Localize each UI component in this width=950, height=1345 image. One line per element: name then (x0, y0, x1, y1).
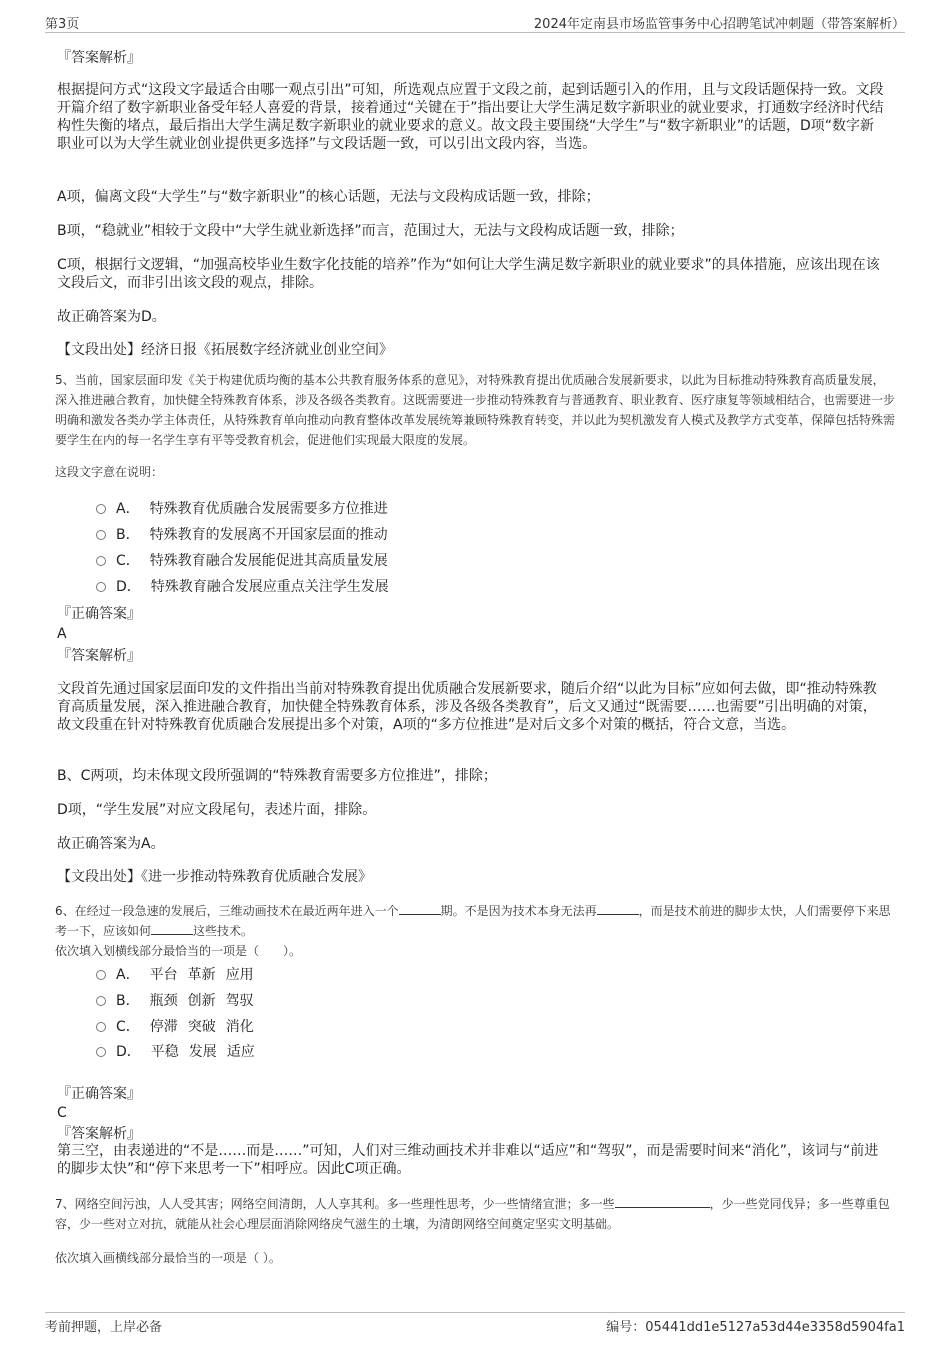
q5-source: 【文段出处】《进一步推动特殊教育优质融合发展》 (57, 869, 372, 885)
q4-source: 【文段出处】经济日报《拓展数字经济就业创业空间》 (57, 342, 393, 358)
radio-icon[interactable] (96, 970, 106, 980)
q4-analysis-p3: B项，“稳就业”相较于文段中“大学生就业新选择”而言，范围过大，无法与文段构成话题一致，排除； (57, 223, 684, 239)
q5-stem: 5、当前，国家层面印发《关于构建优质均衡的基本公共教育服务体系的意见》，对特殊教育提出优质融合发展新要求，以此为目标推动特殊教育高质量发展，深入推进融合教育，加快健全特殊教育体系，涉及各级各类教育。这既需要进一步推动特殊教育与普通教育、职业教育、医疗康复等领域相结合，也需要进一步明确和激发各类办学主体责任，从特殊教育单向推动向教育整体改革发展统筹兼顾特殊教育转变，并以此为契机激发育人模式及教学方式变革，保障包括特殊需要学生在内的每一名学生享有平等受教育机会，促进他们实现最大限度的发展。 (55, 373, 896, 447)
q5-analysis-p1: 文段首先通过国家层面印发的文件指出当前对特殊教育提出优质融合发展新要求，随后介绍“以此为目标”应如何去做，即“推动特殊教育高质量发展，深入推进融合教育，加快健全特殊教育体系，涉及各级各类教育”，后文又通过“既需要……也需要”引出明确的对策，故文段重在针对特殊教育优质融合发展提出多个对策，A项的“多方位推进”是对后文多个对策的概括，符合文意，当选。 (57, 681, 877, 733)
q4-analysis-label: 『答案解析』 (57, 50, 141, 66)
q4-answer-line: 故正确答案为D。 (57, 309, 166, 325)
document-id: 编号：05441dd1e5127a53d44e3358d5904fa1 (606, 1320, 905, 1335)
q6-analysis-p1: 第三空，由表递进的“不是……而是……”可知，人们对三维动画技术并非难以“适应”和“驾驭”，而是需要时间来“消化”，该词与“前进的脚步太快”和“停下来思考一下”相呼应。因此C项正确。 (57, 1143, 879, 1177)
q5-analysis-label: 『答案解析』 (57, 648, 141, 664)
q6-correct-label: 『正确答案』 (57, 1086, 141, 1102)
q7-question: 依次填入画横线部分最恰当的一项是（ ）。 (55, 1251, 281, 1265)
q6-question: 依次填入划横线部分最恰当的一项是（ ）。 (55, 944, 302, 958)
q6-option-b[interactable]: B． 瓶颈 创新 驾驭 (96, 992, 254, 1010)
page-header (45, 10, 905, 33)
page-number: 第3页 (45, 17, 80, 32)
q5-answer-line: 故正确答案为A。 (57, 836, 165, 852)
document-title: 2024年定南县市场监管事务中心招聘笔试冲刺题（带答案解析） (533, 17, 905, 32)
radio-icon[interactable] (96, 1022, 106, 1032)
footer-slogan: 考前押题，上岸必备 (45, 1320, 163, 1335)
q6-analysis-label: 『答案解析』 (57, 1126, 141, 1142)
q5-option-c[interactable]: C． 特殊教育融合发展能促进其高质量发展 (96, 552, 388, 570)
fill-blank (151, 924, 193, 935)
q5-option-b[interactable]: B． 特殊教育的发展离不开国家层面的推动 (96, 526, 388, 544)
q6-stem: 6、在经过一段急速的发展后，三维动画技术在最近两年进入一个 期。不是因为技术本身无法再 ，而是技术前进的脚步太快，人们需要停下来思考一下，应该如何 这些技术。 (55, 904, 891, 938)
q7-stem: 7、网络空间污浊，人人受其害；网络空间清朗，人人享其利。多一些理性思考，少一些情绪宣泄；多一些 ，少一些党同伐异；多一些尊重包容，少一些对立对抗，就能从社会心理层面消除网络戾气滋生的土壤，为清朗网络空间奠定坚实文明基础。 (55, 1197, 890, 1231)
q5-option-a[interactable]: A． 特殊教育优质融合发展需要多方位推进 (96, 500, 388, 518)
q5-correct-answer: A (57, 626, 67, 642)
q6-option-a[interactable]: A． 平台 革新 应用 (96, 966, 254, 984)
q6-option-d[interactable]: D． 平稳 发展 适应 (96, 1043, 255, 1061)
fill-blank (615, 1197, 710, 1208)
q5-analysis-p2: B、C两项，均未体现文段所强调的“特殊教育需要多方位推进”，排除； (57, 768, 497, 784)
q5-correct-label: 『正确答案』 (57, 606, 141, 622)
page-footer (45, 1312, 905, 1335)
fill-blank (399, 904, 441, 915)
radio-icon[interactable] (96, 996, 106, 1006)
radio-icon[interactable] (96, 582, 106, 592)
q4-analysis-p2: A项，偏离文段“大学生”与“数字新职业”的核心话题，无法与文段构成话题一致，排除； (57, 189, 600, 205)
q6-correct-answer: C (57, 1105, 67, 1121)
radio-icon[interactable] (96, 504, 106, 514)
q5-analysis-p3: D项，“学生发展”对应文段尾句，表述片面，排除。 (57, 802, 377, 818)
radio-icon[interactable] (96, 530, 106, 540)
radio-icon[interactable] (96, 1047, 106, 1057)
q4-analysis-p4: C项，根据行文逻辑，“加强高校毕业生数字化技能的培养”作为“如何让大学生满足数字新职业的就业要求”的具体措施，应该出现在该文段后文，而非引出该文段的观点，排除。 (57, 257, 880, 291)
q4-analysis-p1: 根据提问方式“这段文字最适合由哪一观点引出”可知，所选观点应置于文段之前，起到话题引入的作用，且与文段话题保持一致。文段开篇介绍了数字新职业备受年轻人喜爱的背景，接着通过“关键在于”指出要让大学生满足数字新职业的就业要求，打通数字经济时代结构性失衡的堵点，最后指出大学生满足数字新职业的就业要求的意义。故文段主要围绕“大学生”与“数字新职业”的话题，D项“数字新职业可以为大学生就业创业提供更多选择”与文段话题一致，可以引出文段内容，当选。 (57, 82, 884, 152)
fill-blank (597, 904, 639, 915)
q5-option-d[interactable]: D． 特殊教育融合发展应重点关注学生发展 (96, 578, 389, 596)
radio-icon[interactable] (96, 556, 106, 566)
q6-option-c[interactable]: C． 停滞 突破 消化 (96, 1018, 254, 1036)
q5-question: 这段文字意在说明： (55, 465, 164, 479)
